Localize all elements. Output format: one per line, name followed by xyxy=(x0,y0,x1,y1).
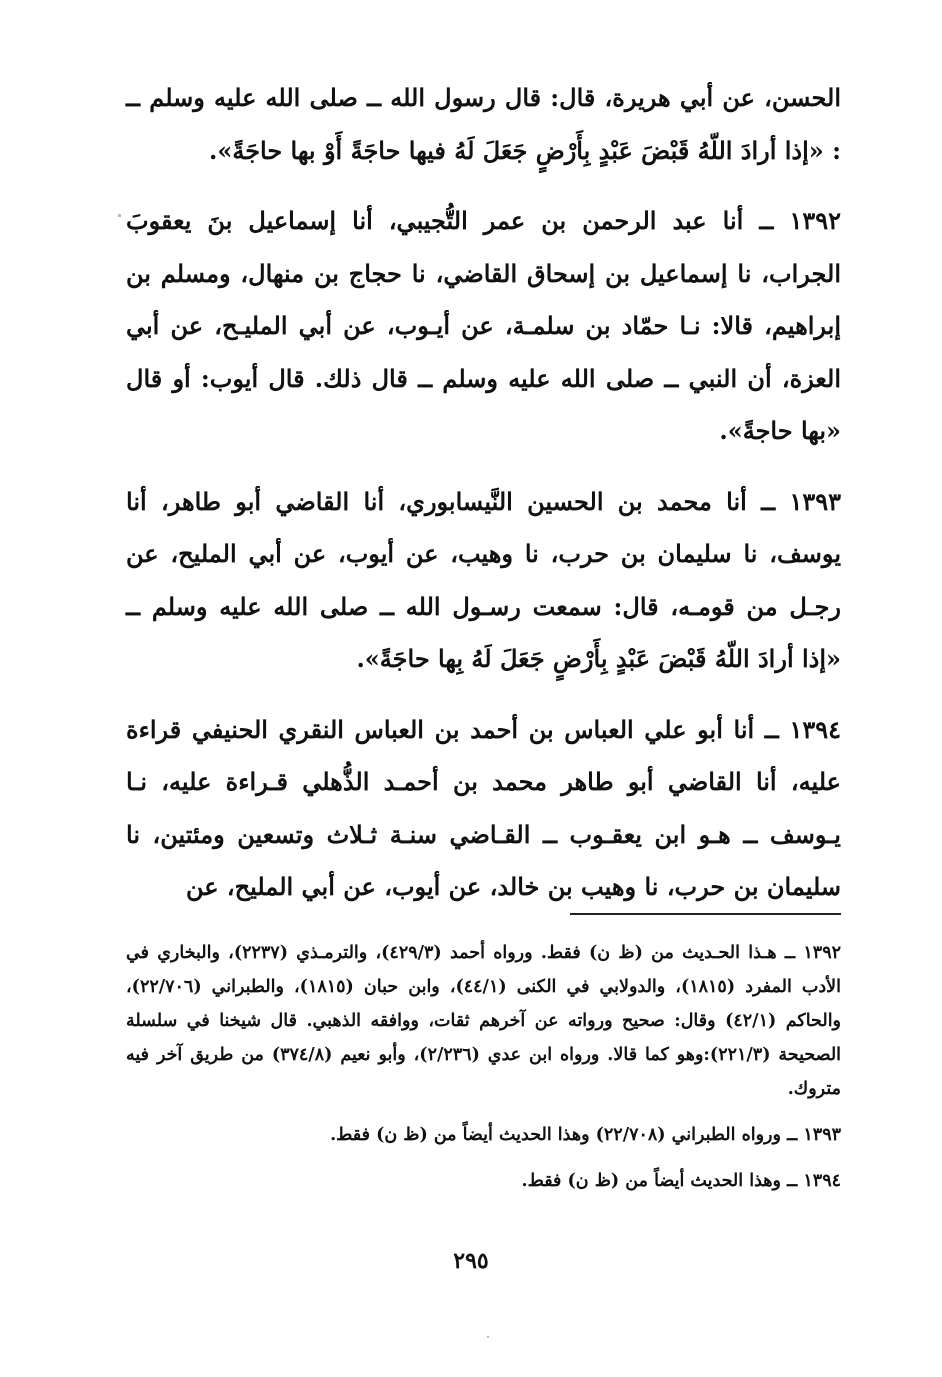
paragraph-1393: ١٣٩٣ ــ أنا محمد بن الحسين النَّيسابوري، أنا القاضي أبو طاهر، أنا يوسف، نا سليمان بن حرب، نا وهيب، عن أيوب، عن أبي المليح، عن رجـل من قومـه، قال: سمعت رسـول الله ــ صلى الله عليه وسلم ــ «إذا أرادَ اللّهُ قَبْضَ عَبْدٍ بِأَرْضٍ جَعَلَ لَهُ بِها حاجَةً». xyxy=(126,486,841,673)
page-number: ٢٩٥ xyxy=(453,1248,489,1274)
paragraph-continuation: الحسن، عن أبي هريرة، قال: قال رسول الله ــ صلى الله عليه وسلم ــ : «إذا أرادَ اللّهُ قَبْضَ عَبْدٍ بِأَرْضٍ جَعَلَ لَهُ فيها حاجَةً أَوْ بها حاجَةً». xyxy=(126,83,841,165)
main-text xyxy=(126,72,841,914)
footnote-separator xyxy=(570,913,841,915)
paragraph-1392: ١٣٩٢ ــ أنا عبد الرحمن بن عمر التُّجيبي، أنا إسماعيل بنَ يعقوبَ الجراب، نا إسماعيل بن إسحاق القاضي، نا حجاج بن منهال، ومسلم بن إبراهيم، قالا: نـا حمّاد بن سلمـة، عن أيـوب، عن أبي المليـح، عن أبي العزة، أن النبي ــ صلى الله عليه وسلم ــ قال ذلك. قال أيوب: أو قال «بها حاجةً». xyxy=(126,206,841,445)
paragraph-1394: ١٣٩٤ ــ أنا أبو علي العباس بن أحمد بن العباس النقري الحنيفي قراءة عليه، أنا القاضي أبو طاهر محمد بن أحمـد الذُّهلي قـراءة عليه، نـا يـوسف ــ هـو ابن يعقـوب ــ القـاضي سنـة ثـلاث وتسعين ومئتين، نا سليمان بن حرب، نا وهيب بن خالد، عن أيوب، عن أبي المليح، عن xyxy=(126,714,841,901)
footnote-1393: ١٣٩٣ ــ ورواه الطبراني (٢٢/٧٠٨) وهذا الحديث أيضاً من (ظ ن) فقط. xyxy=(330,1125,841,1145)
scan-speck xyxy=(118,214,121,217)
footnotes xyxy=(126,936,841,1198)
footnote-1392: ١٣٩٢ ــ هـذا الحـديث من (ظ ن) فقط. ورواه أحمد (٤٢٩/٣)، والترمـذي (٢٢٣٧)، والبخاري في الأدب المفرد (١٨١٥)، والدولابي في الكنى (٤٤/١)، وابن حبان (١٨١٥)، والطبراني (٢٢/٧٠٦)، والحاكم (٤٢/١) وقال: صحيح ورواته عن آخرهم ثقات، ووافقه الذهبي. قال شيخنا في سلسلة الصحيحة (٢٢١/٣):وهو كما قالا. ورواه ابن عدي (٢/٢٣٦)، وأبو نعيم (٣٧٤/٨) من طريق آخر فيه متروك. xyxy=(126,943,842,1099)
scan-speck xyxy=(487,1336,489,1338)
footnote-1394: ١٣٩٤ ــ وهذا الحديث أيضاً من (ظ ن) فقط. xyxy=(521,1171,841,1191)
